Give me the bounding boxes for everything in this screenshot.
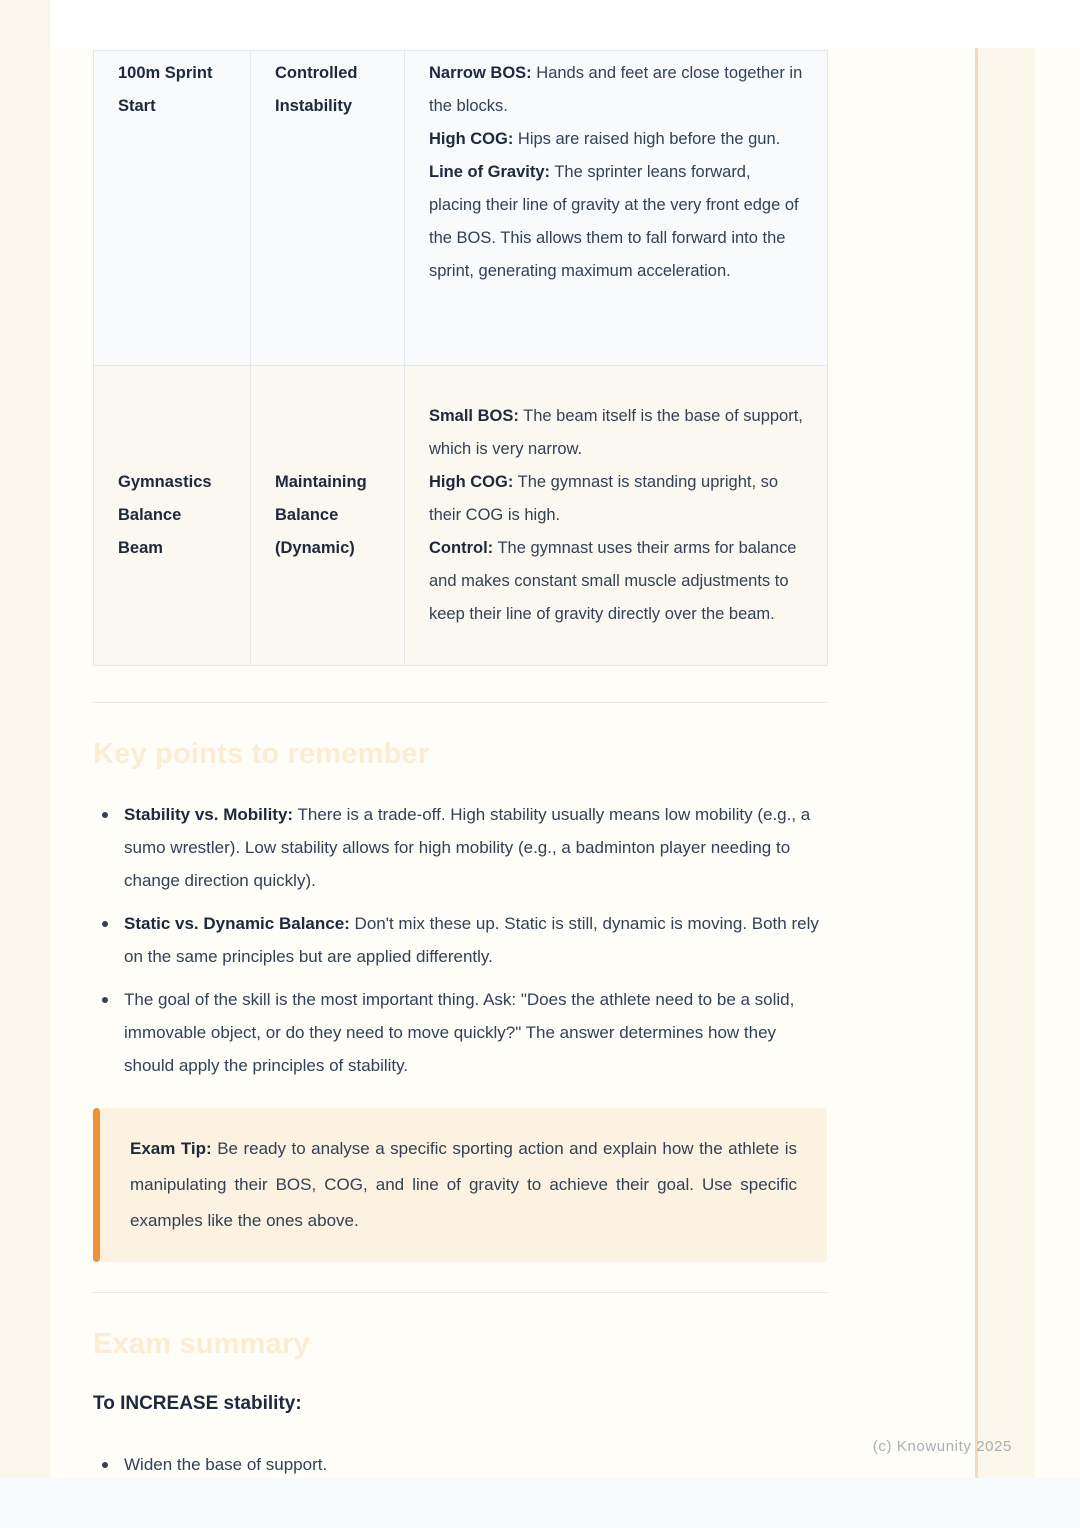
table-cell-skill: 100m Sprint Start (94, 51, 251, 366)
exam-tip-callout (93, 1108, 827, 1262)
page-left-margin (0, 0, 50, 1480)
page-right-margin (977, 48, 1035, 1480)
description-paragraph (429, 400, 803, 466)
term-label: Control: (429, 539, 494, 557)
table-cell-skill: Gymnastics Balance Beam (94, 366, 251, 666)
term-label: High COG: (429, 473, 514, 491)
list-item (93, 798, 827, 897)
exam-summary-heading: Exam summary (93, 1328, 310, 1360)
increase-stability-subheading: To INCREASE stability: (93, 1393, 302, 1414)
bullet-text: The goal of the skill is the most important thing. Ask: "Does the athlete need to be a solid, immovable object, or do they need to move quickly?" The answer determines how they should apply the principles of stability. (124, 990, 795, 1075)
exam-summary-list (93, 1448, 827, 1481)
term-text: The beam itself is the base of support, which is very narrow. (429, 407, 803, 458)
copyright-watermark: (c) Knowunity 2025 (872, 1438, 1012, 1455)
bullet-text: Don't mix these up. Static is still, dynamic is moving. Both rely on the same principles but are applied differently. (124, 914, 819, 966)
term-text: The gymnast uses their arms for balance and makes constant small muscle adjustments to keep their line of gravity directly over the beam. (429, 539, 797, 623)
table-cell-description (405, 51, 828, 366)
callout-accent-bar (93, 1108, 100, 1262)
term-label: Line of Gravity: (429, 163, 551, 181)
bullet-label: Static vs. Dynamic Balance: (124, 914, 350, 933)
list-item (93, 907, 827, 973)
description-paragraph (429, 156, 803, 288)
table-cell-goal: Controlled Instability (251, 51, 405, 366)
list-item (93, 983, 827, 1082)
term-text: The gymnast is standing upright, so their COG is high. (429, 473, 779, 524)
table-row (94, 51, 828, 366)
exam-tip-text: Be ready to analyse a specific sporting action and explain how the athlete is manipulating their BOS, COG, and line of gravity to achieve their goal. Use specific examples like the ones above. (130, 1139, 797, 1230)
bullet-text: There is a trade-off. High stability usually means low mobility (e.g., a sumo wrestler). Low stability allows for high mobility (e.g., a badminton player needing to change direction quickly). (124, 805, 811, 890)
term-label: High COG: (429, 130, 514, 148)
bullet-label: Stability vs. Mobility: (124, 805, 294, 824)
section-divider (93, 702, 827, 703)
right-accent-line (975, 48, 978, 1480)
term-label: Small BOS: (429, 407, 519, 425)
bullet-text: Widen the base of support. (124, 1455, 328, 1474)
description-paragraph (429, 57, 803, 123)
list-item (93, 1448, 827, 1481)
term-text: Hips are raised high before the gun. (513, 130, 781, 148)
description-paragraph (429, 123, 803, 156)
page-bottom-strip (0, 1478, 1080, 1528)
term-label: Narrow BOS: (429, 64, 532, 82)
table-row (94, 366, 828, 666)
key-points-list (93, 798, 827, 1082)
table-cell-description (405, 366, 828, 666)
term-text: Hands and feet are close together in the blocks. (429, 64, 803, 115)
description-paragraph (429, 466, 803, 532)
key-points-heading: Key points to remember (93, 738, 430, 770)
description-paragraph (429, 532, 803, 631)
stability-examples-table (93, 50, 828, 666)
table-cell-goal: Maintaining Balance (Dynamic) (251, 366, 405, 666)
exam-tip-label: Exam Tip: (130, 1139, 212, 1158)
document-content (93, 50, 827, 1481)
term-text: The sprinter leans forward, placing their line of gravity at the very front edge of the BOS. This allows them to fall forward into the sprint, generating maximum acceleration. (429, 163, 799, 280)
page-top-margin (0, 0, 1080, 48)
section-divider (93, 1292, 827, 1293)
